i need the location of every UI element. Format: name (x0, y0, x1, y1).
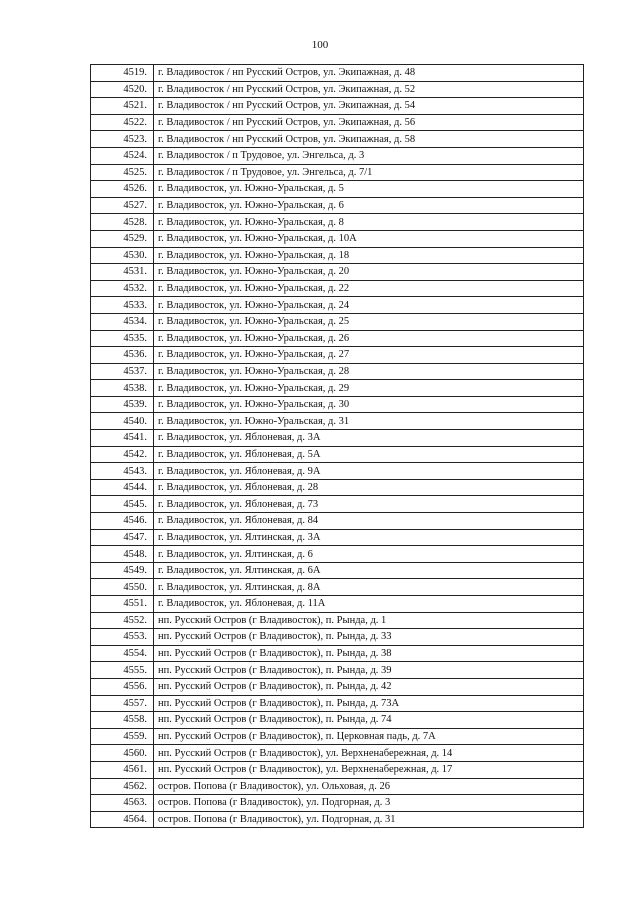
table-row (91, 280, 584, 297)
row-address: г. Владивосток / нп Русский Остров, ул. Экипажная, д. 54 (154, 98, 584, 115)
row-number: 4554. (91, 645, 154, 662)
row-number: 4555. (91, 662, 154, 679)
row-number: 4533. (91, 297, 154, 314)
table-row (91, 114, 584, 131)
row-number: 4544. (91, 479, 154, 496)
row-address: г. Владивосток, ул. Южно-Уральская, д. 28 (154, 363, 584, 380)
row-address: нп. Русский Остров (г Владивосток), ул. Верхненабережная, д. 17 (154, 761, 584, 778)
row-address: г. Владивосток / нп Русский Остров, ул. Экипажная, д. 48 (154, 65, 584, 82)
table-row (91, 181, 584, 198)
row-address: г. Владивосток, ул. Ялтинская, д. 6 (154, 546, 584, 563)
table-row (91, 712, 584, 729)
table-row (91, 596, 584, 613)
row-address: г. Владивосток, ул. Южно-Уральская, д. 22 (154, 280, 584, 297)
row-address: г. Владивосток, ул. Яблоневая, д. 5А (154, 446, 584, 463)
table-row (91, 131, 584, 148)
page-number: 100 (311, 39, 329, 51)
row-number: 4562. (91, 778, 154, 795)
row-number: 4541. (91, 430, 154, 447)
row-number: 4519. (91, 65, 154, 82)
row-number: 4526. (91, 181, 154, 198)
row-address: нп. Русский Остров (г Владивосток), п. Рында, д. 74 (154, 712, 584, 729)
row-number: 4542. (91, 446, 154, 463)
row-number: 4525. (91, 164, 154, 181)
row-address: г. Владивосток, ул. Ялтинская, д. 6А (154, 562, 584, 579)
table-row (91, 81, 584, 98)
table-row (91, 413, 584, 430)
row-address: нп. Русский Остров (г Владивосток), п. Рында, д. 39 (154, 662, 584, 679)
table-row (91, 264, 584, 281)
row-number: 4556. (91, 678, 154, 695)
table-row (91, 247, 584, 264)
row-number: 4553. (91, 629, 154, 646)
row-address: нп. Русский Остров (г Владивосток), п. Рында, д. 38 (154, 645, 584, 662)
row-address: нп. Русский Остров (г Владивосток), ул. Верхненабережная, д. 14 (154, 745, 584, 762)
table-row (91, 230, 584, 247)
row-number: 4539. (91, 396, 154, 413)
row-number: 4529. (91, 230, 154, 247)
table-row (91, 214, 584, 231)
row-number: 4550. (91, 579, 154, 596)
row-address: остров. Попова (г Владивосток), ул. Подгорная, д. 31 (154, 811, 584, 828)
table-row (91, 645, 584, 662)
table-row (91, 479, 584, 496)
row-number: 4559. (91, 728, 154, 745)
table-row (91, 430, 584, 447)
row-number: 4522. (91, 114, 154, 131)
row-address: г. Владивосток, ул. Южно-Уральская, д. 29 (154, 380, 584, 397)
row-number: 4548. (91, 546, 154, 563)
row-number: 4545. (91, 496, 154, 513)
row-number: 4552. (91, 612, 154, 629)
table-row (91, 562, 584, 579)
table-row (91, 529, 584, 546)
row-number: 4560. (91, 745, 154, 762)
row-address: г. Владивосток / п Трудовое, ул. Энгельса, д. 3 (154, 147, 584, 164)
table-row (91, 65, 584, 82)
table-row (91, 197, 584, 214)
row-address: г. Владивосток, ул. Южно-Уральская, д. 8 (154, 214, 584, 231)
row-number: 4557. (91, 695, 154, 712)
table-row (91, 612, 584, 629)
table-row (91, 330, 584, 347)
row-number: 4535. (91, 330, 154, 347)
table-row (91, 579, 584, 596)
table-row (91, 662, 584, 679)
row-number: 4551. (91, 596, 154, 613)
row-number: 4546. (91, 513, 154, 530)
row-address: г. Владивосток, ул. Ялтинская, д. 3А (154, 529, 584, 546)
row-address: г. Владивосток, ул. Яблоневая, д. 11А (154, 596, 584, 613)
table-row (91, 513, 584, 530)
row-address: г. Владивосток, ул. Южно-Уральская, д. 24 (154, 297, 584, 314)
row-number: 4534. (91, 313, 154, 330)
row-number: 4536. (91, 347, 154, 364)
row-address: г. Владивосток, ул. Южно-Уральская, д. 20 (154, 264, 584, 281)
row-address: г. Владивосток / п Трудовое, ул. Энгельса, д. 7/1 (154, 164, 584, 181)
row-address: г. Владивосток, ул. Южно-Уральская, д. 26 (154, 330, 584, 347)
row-address: нп. Русский Остров (г Владивосток), п. Рында, д. 73А (154, 695, 584, 712)
row-number: 4549. (91, 562, 154, 579)
row-number: 4537. (91, 363, 154, 380)
row-number: 4564. (91, 811, 154, 828)
row-address: г. Владивосток, ул. Яблоневая, д. 84 (154, 513, 584, 530)
table-row (91, 761, 584, 778)
row-address: г. Владивосток / нп Русский Остров, ул. Экипажная, д. 56 (154, 114, 584, 131)
row-number: 4561. (91, 761, 154, 778)
row-number: 4547. (91, 529, 154, 546)
row-address: нп. Русский Остров (г Владивосток), п. Рында, д. 1 (154, 612, 584, 629)
row-address: г. Владивосток, ул. Южно-Уральская, д. 30 (154, 396, 584, 413)
table-row (91, 313, 584, 330)
row-address: г. Владивосток, ул. Южно-Уральская, д. 18 (154, 247, 584, 264)
table-row (91, 396, 584, 413)
table-row (91, 347, 584, 364)
row-address: г. Владивосток, ул. Яблоневая, д. 3А (154, 430, 584, 447)
row-address: г. Владивосток, ул. Яблоневая, д. 73 (154, 496, 584, 513)
row-number: 4538. (91, 380, 154, 397)
row-address: г. Владивосток, ул. Южно-Уральская, д. 27 (154, 347, 584, 364)
row-number: 4558. (91, 712, 154, 729)
table-row (91, 811, 584, 828)
table-row (91, 446, 584, 463)
row-number: 4523. (91, 131, 154, 148)
row-number: 4531. (91, 264, 154, 281)
address-table-body (91, 65, 584, 828)
table-row (91, 496, 584, 513)
row-number: 4563. (91, 795, 154, 812)
row-number: 4521. (91, 98, 154, 115)
row-number: 4528. (91, 214, 154, 231)
row-address: нп. Русский Остров (г Владивосток), п. Церковная падь, д. 7А (154, 728, 584, 745)
row-address: г. Владивосток, ул. Южно-Уральская, д. 6 (154, 197, 584, 214)
row-address: г. Владивосток, ул. Южно-Уральская, д. 31 (154, 413, 584, 430)
row-number: 4524. (91, 147, 154, 164)
row-address: остров. Попова (г Владивосток), ул. Подгорная, д. 3 (154, 795, 584, 812)
table-row (91, 380, 584, 397)
table-row (91, 297, 584, 314)
table-row (91, 728, 584, 745)
table-row (91, 795, 584, 812)
table-row (91, 98, 584, 115)
row-address: г. Владивосток, ул. Яблоневая, д. 9А (154, 463, 584, 480)
table-row (91, 678, 584, 695)
row-number: 4530. (91, 247, 154, 264)
row-address: г. Владивосток, ул. Южно-Уральская, д. 25 (154, 313, 584, 330)
row-number: 4520. (91, 81, 154, 98)
row-address: г. Владивосток, ул. Южно-Уральская, д. 10А (154, 230, 584, 247)
row-address: г. Владивосток / нп Русский Остров, ул. Экипажная, д. 52 (154, 81, 584, 98)
row-number: 4543. (91, 463, 154, 480)
table-row (91, 695, 584, 712)
table-row (91, 463, 584, 480)
table-row (91, 164, 584, 181)
address-table (90, 64, 584, 828)
row-number: 4532. (91, 280, 154, 297)
table-row (91, 546, 584, 563)
row-number: 4527. (91, 197, 154, 214)
row-address: г. Владивосток, ул. Ялтинская, д. 8А (154, 579, 584, 596)
table-row (91, 147, 584, 164)
row-address: г. Владивосток, ул. Южно-Уральская, д. 5 (154, 181, 584, 198)
table-row (91, 745, 584, 762)
row-address: г. Владивосток / нп Русский Остров, ул. Экипажная, д. 58 (154, 131, 584, 148)
table-row (91, 778, 584, 795)
table-row (91, 363, 584, 380)
row-number: 4540. (91, 413, 154, 430)
table-row (91, 629, 584, 646)
row-address: нп. Русский Остров (г Владивосток), п. Рында, д. 42 (154, 678, 584, 695)
row-address: г. Владивосток, ул. Яблоневая, д. 28 (154, 479, 584, 496)
row-address: остров. Попова (г Владивосток), ул. Ольховая, д. 26 (154, 778, 584, 795)
row-address: нп. Русский Остров (г Владивосток), п. Рында, д. 33 (154, 629, 584, 646)
